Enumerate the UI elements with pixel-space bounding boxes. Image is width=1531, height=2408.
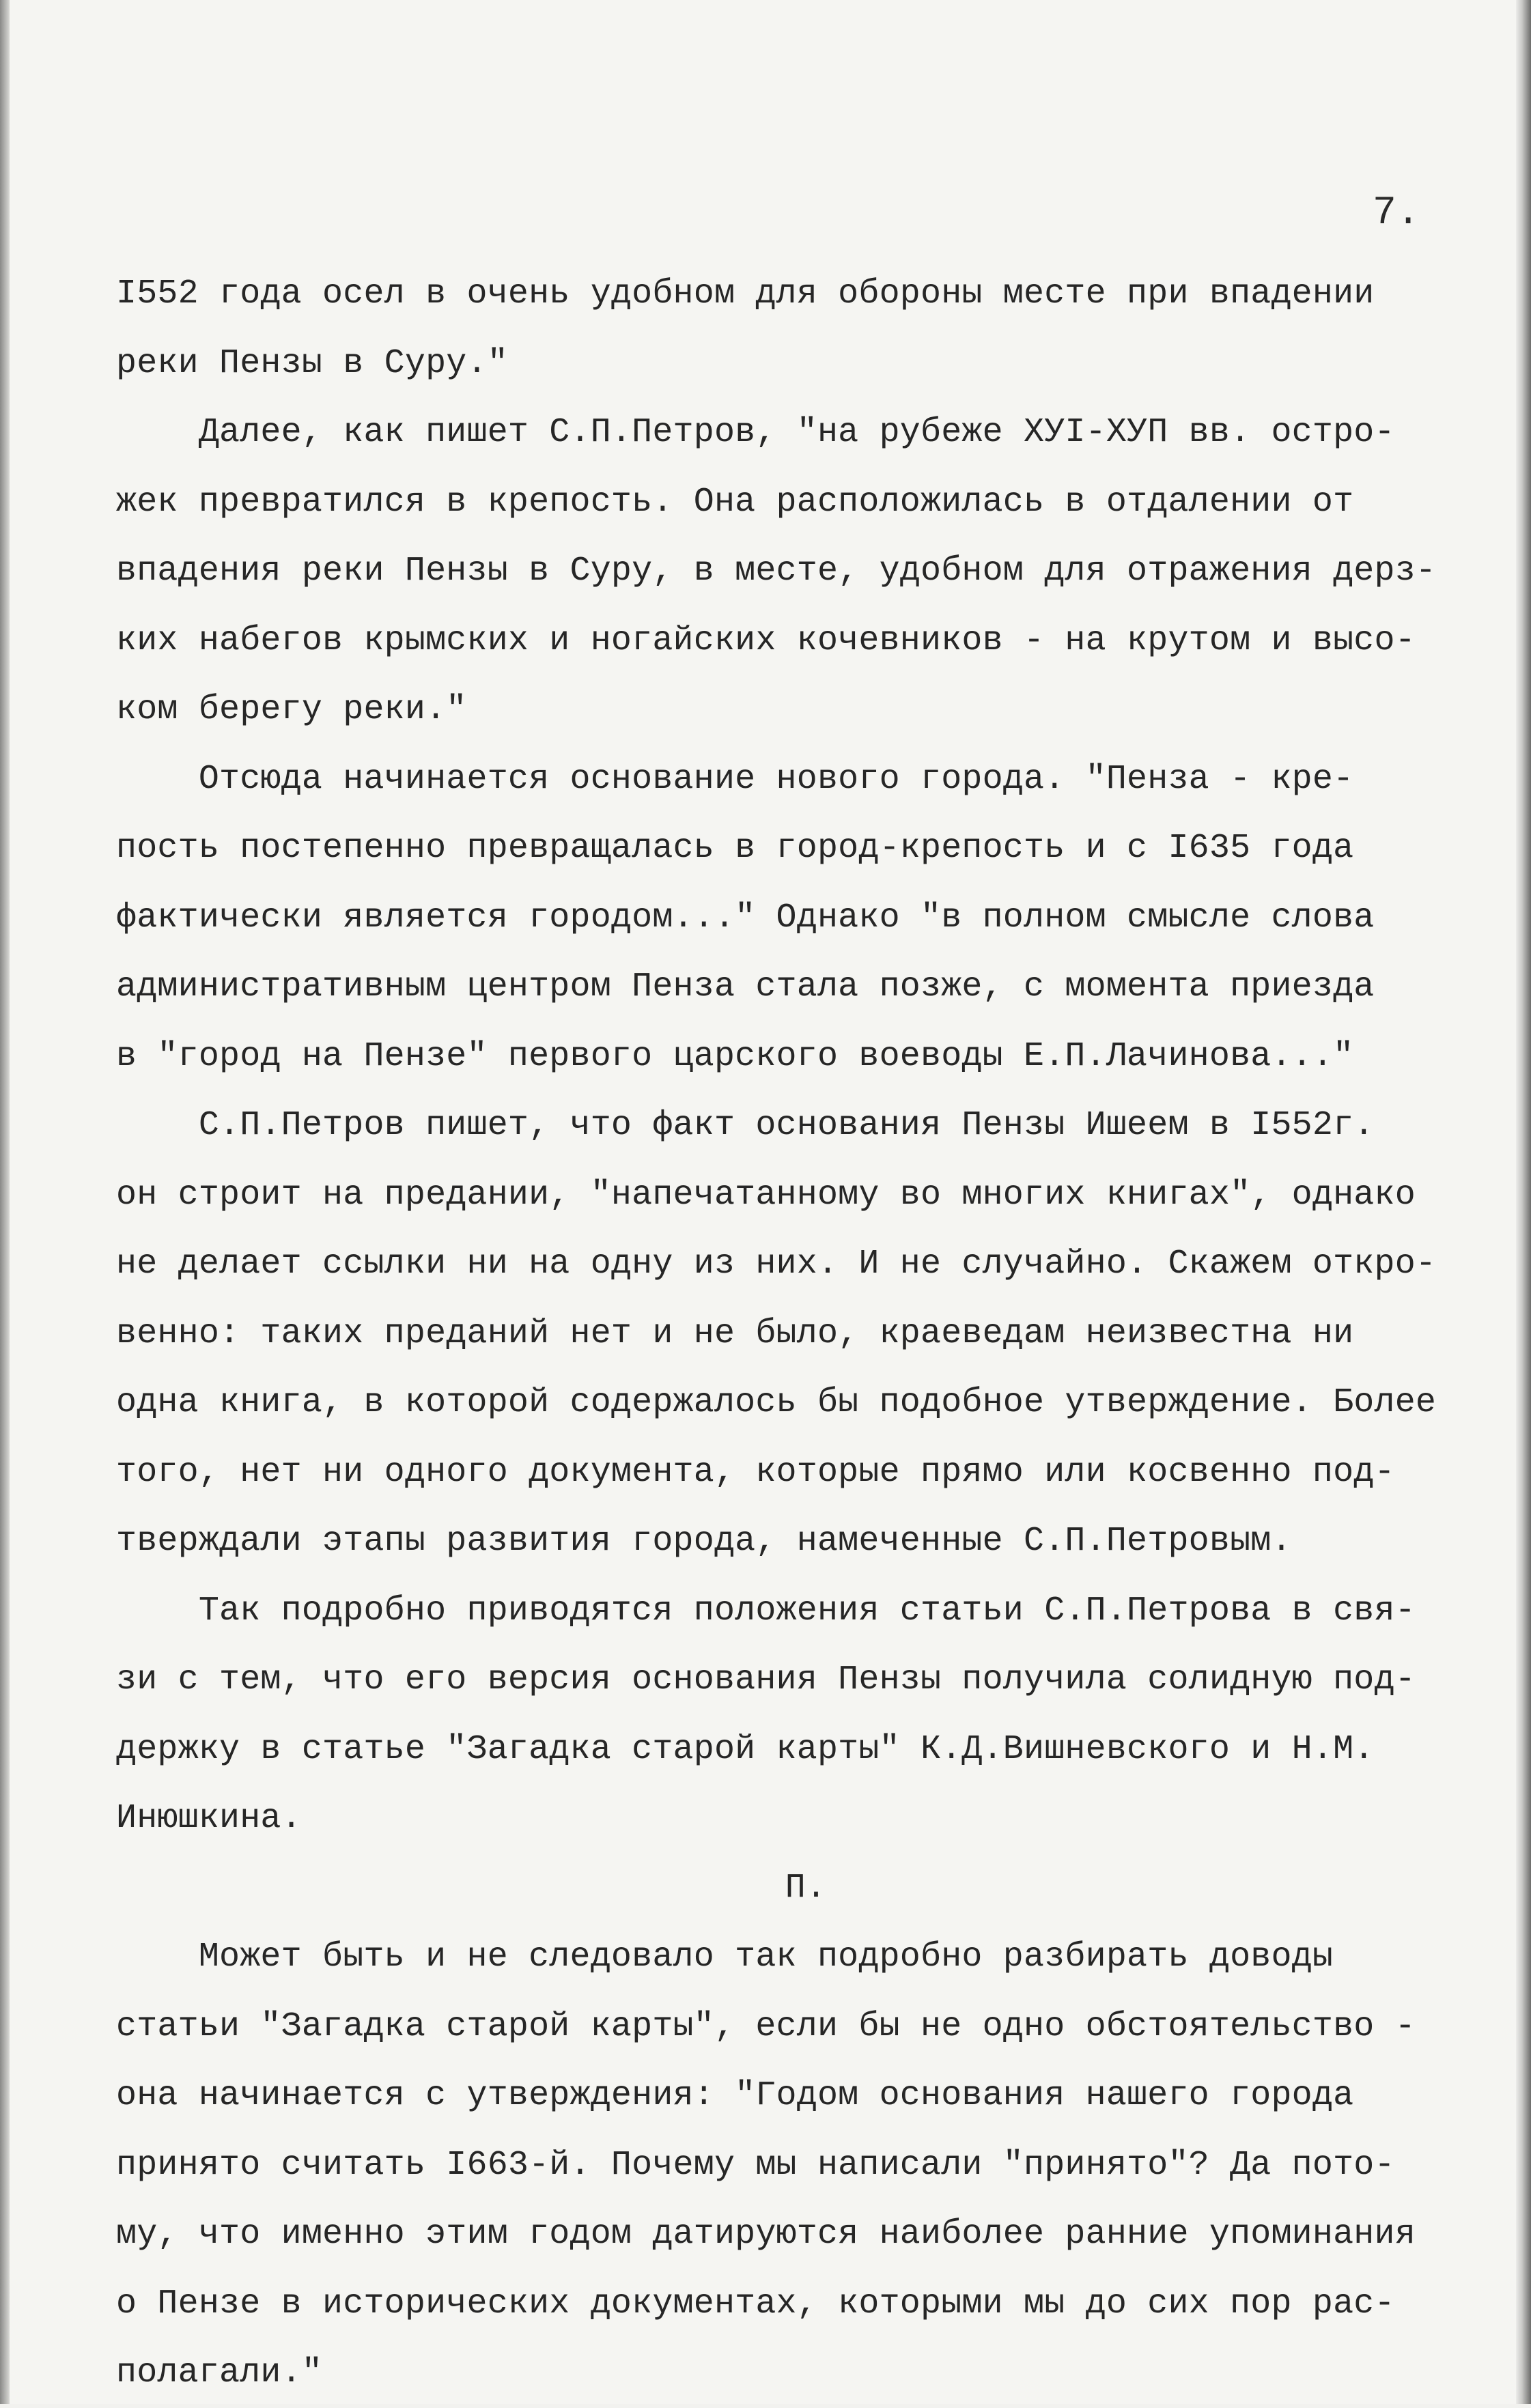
text-line: жек превратился в крепость. Она расположилась в отдалении от [116, 482, 1354, 522]
text-line: I552 года осел в очень удобном для обороны месте при впадении [116, 274, 1375, 313]
section-heading: П. [785, 1868, 827, 1908]
text-line: о Пензе в исторических документах, которыми мы до сих пор рас- [116, 2284, 1395, 2323]
scan-edge-left [0, 0, 10, 2404]
text-line: фактически является городом..." Однако "в полном смысле слова [116, 898, 1375, 937]
text-line: одна книга, в которой содержалось бы подобное утверждение. Более [116, 1383, 1437, 1422]
text-line: Так подробно приводятся положения статьи С.П.Петрова в свя- [116, 1591, 1416, 1630]
text-line: зи с тем, что его версия основания Пензы получила солидную под- [116, 1660, 1416, 1699]
text-line: впадения реки Пензы в Суру, в месте, удобном для отражения дерз- [116, 552, 1437, 591]
text-line: тверждали этапы развития города, намеченные С.П.Петровым. [116, 1522, 1292, 1561]
text-line: му, что именно этим годом датируются наиболее ранние упоминания [116, 2215, 1416, 2254]
text-line: принято считать I663-й. Почему мы написали "принято"? Да пото- [116, 2145, 1395, 2185]
text-line: пость постепенно превращалась в город-крепость и с I635 года [116, 829, 1354, 868]
text-line: не делает ссылки ни на одну из них. И не случайно. Скажем откро- [116, 1245, 1437, 1284]
text-line: статьи "Загадка старой карты", если бы не одно обстоятельство - [116, 2007, 1416, 2046]
text-line: в "город на Пензе" первого царского воеводы Е.П.Лачинова..." [116, 1036, 1354, 1076]
text-line: С.П.Петров пишет, что факт основания Пензы Ишеем в I552г. [116, 1106, 1375, 1145]
text-line: Отсюда начинается основание нового города. "Пенза - кре- [116, 759, 1354, 799]
text-line: венно: таких преданий нет и не было, краеведам неизвестна ни [116, 1314, 1354, 1353]
text-line: ких набегов крымских и ногайских кочевников - на крутом и высо- [116, 621, 1416, 660]
text-line: Инюшкина. [116, 1799, 302, 1838]
scan-edge-right [1516, 0, 1531, 2404]
text-line: полагали." [116, 2353, 323, 2392]
text-line: держку в статье "Загадка старой карты" К.Д.Вишневского и Н.М. [116, 1729, 1375, 1769]
text-line: ком берегу реки." [116, 690, 467, 729]
text-line: того, нет ни одного документа, которые прямо или косвенно под- [116, 1452, 1395, 1492]
text-line: Далее, как пишет С.П.Петров, "на рубеже ХУI-ХУП вв. остро- [116, 413, 1395, 452]
page-number: 7. [1373, 191, 1420, 236]
text-line: реки Пензы в Суру." [116, 343, 508, 383]
document-body [116, 259, 1495, 2408]
text-line: административным центром Пенза стала позже, с момента приезда [116, 967, 1375, 1006]
text-line: он строит на предании, "напечатанному во многих книгах", однако [116, 1175, 1416, 1215]
text-line: она начинается с утверждения: "Годом основания нашего города [116, 2076, 1354, 2115]
text-line: Может быть и не следовало так подробно разбирать доводы [116, 1938, 1334, 1977]
